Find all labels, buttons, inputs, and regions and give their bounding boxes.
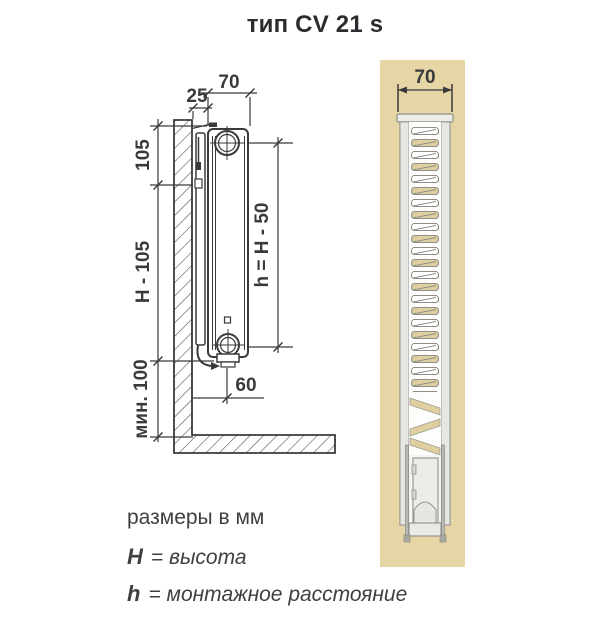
legend-definition-H: = высота — [150, 546, 247, 569]
dim-height-minus-label: H - 105 — [133, 240, 155, 304]
legend-units: размеры в мм — [127, 506, 265, 529]
front-radiator — [397, 114, 453, 542]
dim-depth-label: 70 — [218, 72, 240, 93]
dim-pipe-offset-label: 60 — [235, 375, 257, 396]
legend — [127, 506, 407, 618]
legend-entry-h — [127, 581, 407, 607]
front-view-panel — [380, 60, 465, 567]
dim-top-offset-label: 105 — [133, 139, 155, 171]
valve-assembly — [409, 455, 441, 536]
dim-mounting-label: h = H - 50 — [252, 202, 274, 288]
dim-wall-gap-label: 25 — [186, 86, 208, 107]
dim-min-clearance-label: мин. 100 — [131, 359, 153, 439]
legend-symbol-H: H — [127, 544, 143, 569]
legend-entry-H — [127, 544, 407, 570]
flow-arrow — [211, 362, 220, 370]
front-depth-label: 70 — [414, 67, 436, 88]
side-view-drawing — [131, 72, 335, 453]
convector-fins — [410, 126, 440, 392]
bottom-valve — [217, 354, 239, 362]
legend-definition-h: = монтажное расстояние — [148, 583, 408, 606]
page-title: тип CV 21 s — [246, 11, 384, 38]
top-grille — [397, 114, 453, 122]
legend-symbol-h: h — [127, 581, 141, 606]
bottom-flange — [409, 523, 441, 536]
